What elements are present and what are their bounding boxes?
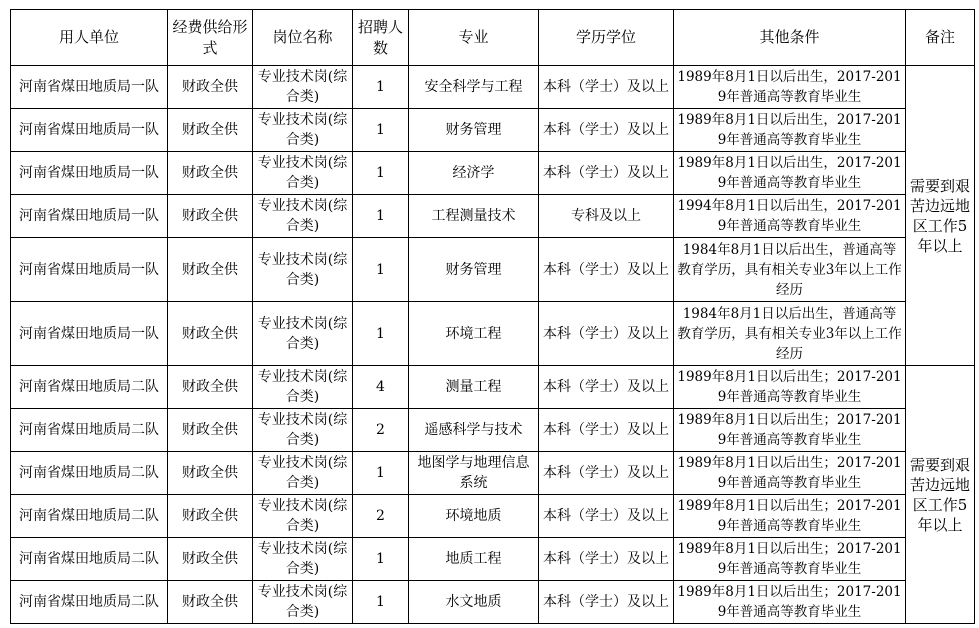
- cell-major: 水文地质: [409, 581, 539, 624]
- header-major: 专业: [409, 10, 539, 66]
- cell-funding: 财政全供: [168, 452, 253, 495]
- cell-count: 4: [353, 366, 409, 409]
- cell-count: 1: [353, 538, 409, 581]
- cell-funding: 财政全供: [168, 581, 253, 624]
- table-row: [11, 409, 975, 452]
- header-degree: 学历学位: [539, 10, 674, 66]
- cell-major: 环境地质: [409, 495, 539, 538]
- cell-major: 安全科学与工程: [409, 66, 539, 109]
- cell-conditions: 1989年8月1日以后出生；2017-2019年普通高等教育毕业生: [674, 452, 906, 495]
- cell-position: 专业技术岗(综合类): [253, 238, 353, 302]
- cell-major: 环境工程: [409, 302, 539, 366]
- cell-degree: 本科（学士）及以上: [539, 302, 674, 366]
- cell-funding: 财政全供: [168, 366, 253, 409]
- table-row: [11, 238, 975, 302]
- cell-major: 测量工程: [409, 366, 539, 409]
- cell-conditions: 1989年8月1日以后出生；2017-2019年普通高等教育毕业生: [674, 409, 906, 452]
- cell-major: 财务管理: [409, 109, 539, 152]
- cell-count: 1: [353, 452, 409, 495]
- cell-position: 专业技术岗(综合类): [253, 109, 353, 152]
- cell-position: 专业技术岗(综合类): [253, 152, 353, 195]
- cell-funding: 财政全供: [168, 409, 253, 452]
- cell-count: 1: [353, 152, 409, 195]
- cell-funding: 财政全供: [168, 538, 253, 581]
- cell-degree: 本科（学士）及以上: [539, 409, 674, 452]
- cell-note-group1: 需要到艰苦边远地区工作5年以上: [906, 66, 975, 366]
- header-notes: 备注: [906, 10, 975, 66]
- header-position: 岗位名称: [253, 10, 353, 66]
- recruitment-table: [10, 9, 975, 624]
- cell-unit: 河南省煤田地质局一队: [11, 152, 168, 195]
- table-row: [11, 452, 975, 495]
- cell-major: 工程测量技术: [409, 195, 539, 238]
- header-row: [11, 10, 975, 66]
- cell-unit: 河南省煤田地质局二队: [11, 495, 168, 538]
- header-funding: 经费供给形式: [168, 10, 253, 66]
- cell-note-group2: 需要到艰苦边远地区工作5年以上: [906, 366, 975, 624]
- table-row: [11, 302, 975, 366]
- cell-funding: 财政全供: [168, 152, 253, 195]
- cell-conditions: 1989年8月1日以后出生；2017-2019年普通高等教育毕业生: [674, 581, 906, 624]
- table-row: [11, 109, 975, 152]
- table-row: [11, 195, 975, 238]
- header-conditions: 其他条件: [674, 10, 906, 66]
- cell-funding: 财政全供: [168, 302, 253, 366]
- table-row: [11, 495, 975, 538]
- cell-conditions: 1989年8月1日以后出生；2017-2019年普通高等教育毕业生: [674, 538, 906, 581]
- cell-conditions: 1984年8月1日以后出生，普通高等教育学历，具有相关专业3年以上工作经历: [674, 302, 906, 366]
- cell-funding: 财政全供: [168, 109, 253, 152]
- cell-position: 专业技术岗(综合类): [253, 452, 353, 495]
- cell-conditions: 1989年8月1日以后出生，2017-2019年普通高等教育毕业生: [674, 152, 906, 195]
- cell-unit: 河南省煤田地质局一队: [11, 195, 168, 238]
- cell-major: 地质工程: [409, 538, 539, 581]
- cell-funding: 财政全供: [168, 495, 253, 538]
- cell-degree: 本科（学士）及以上: [539, 109, 674, 152]
- cell-count: 1: [353, 302, 409, 366]
- cell-major: 地图学与地理信息系统: [409, 452, 539, 495]
- cell-major: 经济学: [409, 152, 539, 195]
- cell-degree: 本科（学士）及以上: [539, 366, 674, 409]
- cell-major: 财务管理: [409, 238, 539, 302]
- cell-unit: 河南省煤田地质局二队: [11, 538, 168, 581]
- table-row: [11, 152, 975, 195]
- cell-degree: 本科（学士）及以上: [539, 238, 674, 302]
- cell-degree: 本科（学士）及以上: [539, 66, 674, 109]
- cell-degree: 本科（学士）及以上: [539, 538, 674, 581]
- cell-unit: 河南省煤田地质局二队: [11, 366, 168, 409]
- cell-position: 专业技术岗(综合类): [253, 409, 353, 452]
- cell-degree: 本科（学士）及以上: [539, 452, 674, 495]
- cell-count: 1: [353, 195, 409, 238]
- cell-unit: 河南省煤田地质局二队: [11, 452, 168, 495]
- header-count: 招聘人数: [353, 10, 409, 66]
- table-row: [11, 366, 975, 409]
- cell-position: 专业技术岗(综合类): [253, 302, 353, 366]
- cell-degree: 专科及以上: [539, 195, 674, 238]
- table-row: [11, 581, 975, 624]
- header-unit: 用人单位: [11, 10, 168, 66]
- cell-unit: 河南省煤田地质局一队: [11, 302, 168, 366]
- cell-unit: 河南省煤田地质局二队: [11, 409, 168, 452]
- cell-position: 专业技术岗(综合类): [253, 66, 353, 109]
- cell-count: 1: [353, 66, 409, 109]
- cell-funding: 财政全供: [168, 195, 253, 238]
- cell-unit: 河南省煤田地质局二队: [11, 581, 168, 624]
- cell-position: 专业技术岗(综合类): [253, 581, 353, 624]
- cell-funding: 财政全供: [168, 66, 253, 109]
- cell-count: 1: [353, 238, 409, 302]
- cell-conditions: 1989年8月1日以后出生；2017-2019年普通高等教育毕业生: [674, 495, 906, 538]
- table-row: [11, 66, 975, 109]
- cell-unit: 河南省煤田地质局一队: [11, 109, 168, 152]
- cell-conditions: 1984年8月1日以后出生，普通高等教育学历，具有相关专业3年以上工作经历: [674, 238, 906, 302]
- cell-major: 遥感科学与技术: [409, 409, 539, 452]
- cell-conditions: 1994年8月1日以后出生，2017-2019年普通高等教育毕业生: [674, 195, 906, 238]
- cell-unit: 河南省煤田地质局一队: [11, 66, 168, 109]
- cell-count: 2: [353, 409, 409, 452]
- cell-conditions: 1989年8月1日以后出生，2017-2019年普通高等教育毕业生: [674, 66, 906, 109]
- cell-degree: 本科（学士）及以上: [539, 152, 674, 195]
- cell-position: 专业技术岗(综合类): [253, 195, 353, 238]
- table-row: [11, 538, 975, 581]
- cell-degree: 本科（学士）及以上: [539, 495, 674, 538]
- cell-count: 1: [353, 109, 409, 152]
- cell-count: 2: [353, 495, 409, 538]
- cell-conditions: 1989年8月1日以后出生，2017-2019年普通高等教育毕业生: [674, 109, 906, 152]
- cell-count: 1: [353, 581, 409, 624]
- cell-unit: 河南省煤田地质局一队: [11, 238, 168, 302]
- cell-funding: 财政全供: [168, 238, 253, 302]
- cell-position: 专业技术岗(综合类): [253, 495, 353, 538]
- cell-degree: 本科（学士）及以上: [539, 581, 674, 624]
- cell-position: 专业技术岗(综合类): [253, 366, 353, 409]
- cell-conditions: 1989年8月1日以后出生；2017-2019年普通高等教育毕业生: [674, 366, 906, 409]
- cell-position: 专业技术岗(综合类): [253, 538, 353, 581]
